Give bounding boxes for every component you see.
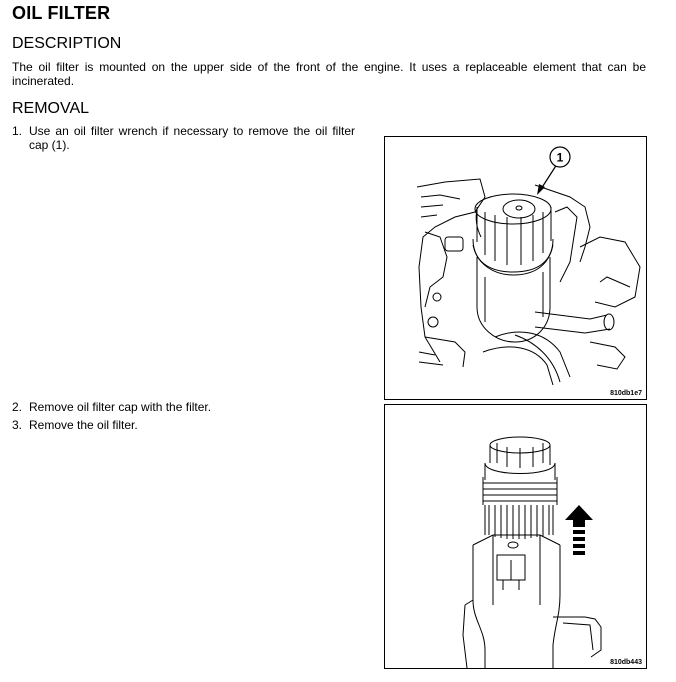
figure-code: 810db443	[610, 659, 642, 666]
step-number: 2.	[12, 400, 23, 414]
description-text: The oil filter is mounted on the upper side of the front of the engine. It uses a replaceable element that can be incinerated.	[12, 60, 646, 88]
arrow-up-icon	[565, 505, 593, 555]
filter-removal-illustration	[385, 405, 646, 668]
description-heading: DESCRIPTION	[12, 35, 122, 52]
figure-oil-filter-cap	[384, 136, 647, 400]
removal-heading: REMOVAL	[12, 100, 90, 117]
callout-number: 1	[556, 150, 564, 165]
step-text: Use an oil filter wrench if necessary to remove the oil filter cap (1).	[29, 124, 355, 152]
step-number: 1.	[12, 124, 23, 138]
figure-code: 810db1e7	[610, 390, 642, 397]
page-title: OIL FILTER	[12, 3, 111, 23]
step-text: Remove the oil filter.	[29, 418, 138, 432]
step-number: 3.	[12, 418, 23, 432]
step-text: Remove oil filter cap with the filter.	[29, 400, 212, 414]
figure-filter-removal	[384, 404, 647, 669]
oil-filter-cap-illustration	[385, 137, 646, 399]
